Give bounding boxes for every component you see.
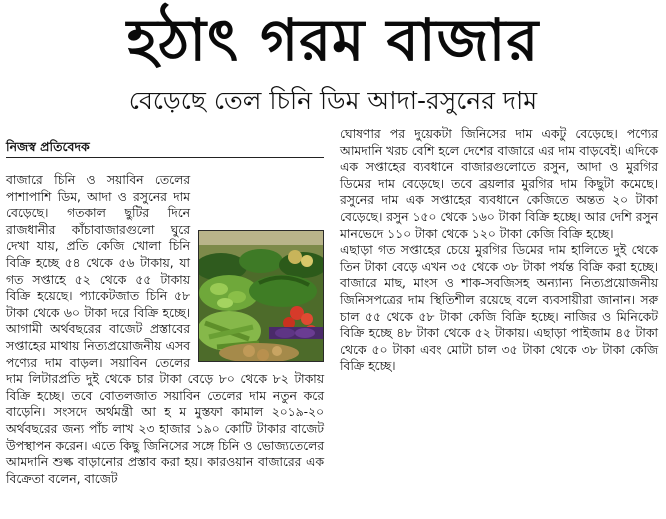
article-column-right: [340, 126, 658, 516]
byline-divider: [6, 157, 324, 158]
subheadline: বেড়েছে তেল চিনি ডিম আদা-রসুনের দাম: [128, 86, 538, 115]
headline: হঠাৎ গরম বাজার: [126, 6, 540, 74]
article-paragraph: ঘোষণার পর দুয়েকটা জিনিসের দাম একটু বেড়েছে। পণ্যের আমদানি খরচ বেশি হলে দেশের বাজারে এর দাম বাড়বেই। এদিকে এক সপ্তাহের ব্যবধানে বাজারগুলোতে রসুন, আদা ও মুরগির ডিমের দাম বেড়েছে। তবে ব্রয়লার মুরগির দাম কিছুটা কমেছে। রসুনের দাম এক সপ্তাহের ব্যবধানে কেজিতে অন্তত ২০ টাকা বেড়েছে। রসুন ১৫০ থেকে ১৬০ টাকা বিক্রি হচ্ছে। আর দেশি রসুন মানভেদে ১১০ টাকা থেকে ১২০ টাকা কেজি বিক্রি হচ্ছে।: [340, 127, 658, 241]
article-paragraph: এছাড়া গত সপ্তাহের চেয়ে মুরগির ডিমের দাম হালিতে দুই থেকে তিন টাকা বেড়ে এখন ৩৫ থেকে ৩৮ টাকা পর্যন্ত বিক্রি করা হচ্ছে। বাজারে মাছ, মাংস ও শাক-সবজিসহ অন্যান্য নিত্যপ্রয়োজনীয় জিনিসপত্রের দাম স্থিতিশীল রয়েছে বলে ব্যবসায়ীরা জানান। সরু চাল ৫৫ থেকে ৫৮ টাকা কেজি বিক্রি হচ্ছে। নাজির ও মিনিকেট বিক্রি হচ্ছে ৪৮ টাকা থেকে ৫২ টাকায়। এছাড়া পাইজাম ৪৫ টাকা থেকে ৫০ টাকা এবং মোটা চাল ৩৫ টাকা থেকে ৩৮ টাকা কেজি বিক্রি হচ্ছে।: [340, 243, 658, 374]
article-column-left: [6, 172, 324, 516]
vegetable-market-photo: [198, 230, 324, 362]
article-paragraph: বাজারে চিনি ও সয়াবিন তেলের পাশাপাশি ডিম, আদা ও রসুনের দাম বেড়েছে। গতকাল ছুটির দিনে রাজধানীর কাঁচাবাজারগুলো ঘুরে দেখা যায়, প্রতি কেজি খোলা চিনি বিক্রি হচ্ছে ৫৪ থেকে ৫৬ টাকায়, যা গত সপ্তাহে ৫২ থেকে ৫৫ টাকায় বিক্রি হয়েছে। প্যাকেটজাত চিনি ৫৮ টাকা থেকে ৬০ টাকা দরে বিক্রি হচ্ছে। আগামী অর্থবছরের বাজেট প্রস্তাবের সপ্তাহের মাথায় নিত্যপ্রয়োজনীয় এসব পণ্যের দাম বাড়ল। সয়াবিন তেলের দাম লিটারপ্রতি দুই থেকে চার টাকা বেড়ে ৮০ থেকে ৮২ টাকায় বিক্রি হচ্ছে। তবে বোতলজাত সয়াবিন তেলের দাম নতুন করে বাড়েনি। সংসদে অর্থমন্ত্রী আ হ ম মুস্তফা কামাল ২০১৯-২০ অর্থবছরের জন্য পাঁচ লাখ ২৩ হাজার ১৯০ কোটি টাকার বাজেট উপস্থাপন করেন। এতে কিছু জিনিসের সঙ্গে চিনি ও ভোজ্যতেলের আমদানি শুল্ক বাড়ানোর প্রস্তাব করা হয়। কারওয়ান বাজারের এক বিক্রেতা বলেন, বাজেট: [6, 173, 324, 486]
byline: নিজস্ব প্রতিবেদক: [6, 139, 90, 154]
